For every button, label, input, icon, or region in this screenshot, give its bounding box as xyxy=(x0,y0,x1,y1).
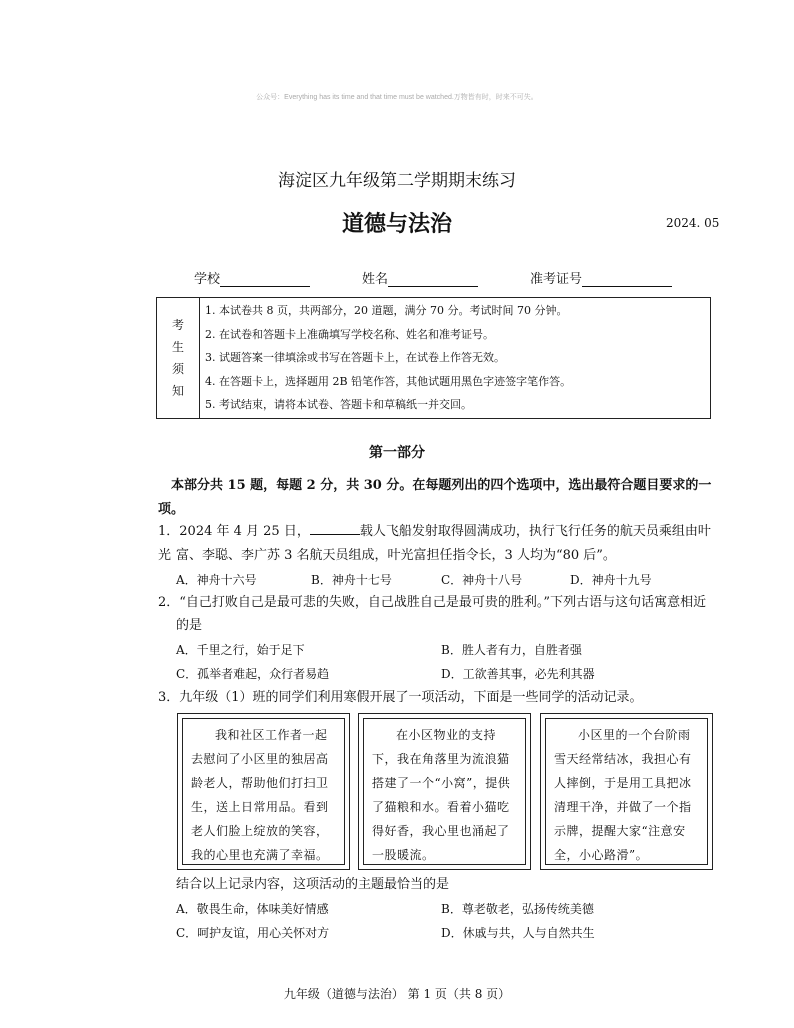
q3-option-a[interactable]: A．敬畏生命，体味美好情感 xyxy=(176,902,329,916)
question-1-line2: 富、李聪、李广苏 3 名航天员组成，叶光富担任指令长，3 人均为“80 后”。 xyxy=(176,548,616,563)
exam-date: 2024. 05 xyxy=(666,216,720,230)
activity-record-1: 我和社区工作者一起去慰问了小区里的独居高龄老人，帮助他们打扫卫生，送上日常用品。看到老人们脸上绽放的笑容，我的心里也充满了幸福。 xyxy=(177,713,350,870)
watermark: 公众号：Everything has its time and that time must be watched.万物皆有时，时来不可失。 xyxy=(256,94,538,101)
page-footer: 九年级（道德与法治） 第 1 页（共 8 页） xyxy=(283,987,511,1001)
activity-record-2: 在小区物业的支持下，我在角落里为流浪猫搭建了一个“小窝”，提供了猫粮和水。看着小猫吃得好香，我心里也涌起了一股暖流。 xyxy=(358,713,531,870)
question-3-prompt: 结合以上记录内容，这项活动的主题最恰当的是 xyxy=(176,877,450,892)
question-3: 3．九年级（1）班的同学们利用寒假开展了一项活动，下面是一些同学的活动记录。 xyxy=(158,690,643,705)
exam-title: 海淀区九年级第二学期期末练习 xyxy=(278,171,516,191)
school-field[interactable] xyxy=(194,268,310,287)
q1-option-a[interactable]: A．神舟十六号 xyxy=(176,573,257,587)
question-2-line2: 的是 xyxy=(176,618,203,633)
q1-option-b[interactable]: B．神舟十七号 xyxy=(311,573,392,587)
school-label: 学校 xyxy=(194,272,221,287)
q2-option-c[interactable]: C．孤举者难起，众行者易趋 xyxy=(176,667,330,681)
notice-item: 2. 在试卷和答题卡上准确填写学校名称、姓名和准考证号。 xyxy=(205,327,494,341)
notice-table xyxy=(156,297,711,419)
notice-items xyxy=(200,298,711,419)
question-2: 2．“自己打败自己是最可悲的失败，自己战胜自己是最可贵的胜利。”下列古语与这句话寓意相近 xyxy=(158,595,707,610)
q3-option-d[interactable]: D．休戚与共，人与自然共生 xyxy=(441,926,595,940)
exam-number-label: 准考证号 xyxy=(530,272,583,287)
q2-option-b[interactable]: B．胜人者有力，自胜者强 xyxy=(441,643,582,657)
q1-option-c[interactable]: C．神舟十八号 xyxy=(441,573,523,587)
notice-label: 考 生 须 知 xyxy=(157,298,200,419)
answer-blank xyxy=(310,520,360,535)
name-field[interactable] xyxy=(362,268,478,287)
question-1: 1．2024 年 4 月 25 日， 载人飞船发射取得圆满成功，执行飞行任务的航天员乘组由叶光 xyxy=(158,520,718,568)
q2-option-a[interactable]: A．千里之行，始于足下 xyxy=(176,643,305,657)
notice-item: 5. 考试结束，请将本试卷、答题卡和草稿纸一并交回。 xyxy=(205,398,472,411)
q3-option-c[interactable]: C．呵护友谊，用心关怀对方 xyxy=(176,926,330,940)
q2-option-d[interactable]: D．工欲善其事，必先利其器 xyxy=(441,667,595,681)
notice-item: 3. 试题答案一律填涂或书写在答题卡上，在试卷上作答无效。 xyxy=(205,351,505,364)
notice-item: 1. 本试卷共 8 页，共两部分，20 道题，满分 70 分。考试时间 70 分钟。 xyxy=(205,304,568,317)
q1-option-d[interactable]: D．神舟十九号 xyxy=(570,573,652,587)
notice-item: 4. 在答题卡上，选择题用 2B 铅笔作答，其他试题用黑色字迹签字笔作答。 xyxy=(205,374,572,388)
subject-title: 道德与法治 xyxy=(341,211,452,237)
activity-record-3: 小区里的一个台阶雨雪天经常结冰，我担心有人摔倒，于是用工具把冰清理干净，并做了一个指示牌，提醒大家“注意安全，小心路滑”。 xyxy=(540,713,713,870)
q3-option-b[interactable]: B．尊老敬老，弘扬传统美德 xyxy=(441,902,594,916)
name-label: 姓名 xyxy=(362,272,389,287)
part1-intro: 本部分共 15 题，每题 2 分，共 30 分。在每题列出的四个选项中，选出最符合题目要求的一项。 xyxy=(158,478,712,517)
exam-number-field[interactable] xyxy=(530,268,672,287)
part1-title: 第一部分 xyxy=(369,445,425,461)
